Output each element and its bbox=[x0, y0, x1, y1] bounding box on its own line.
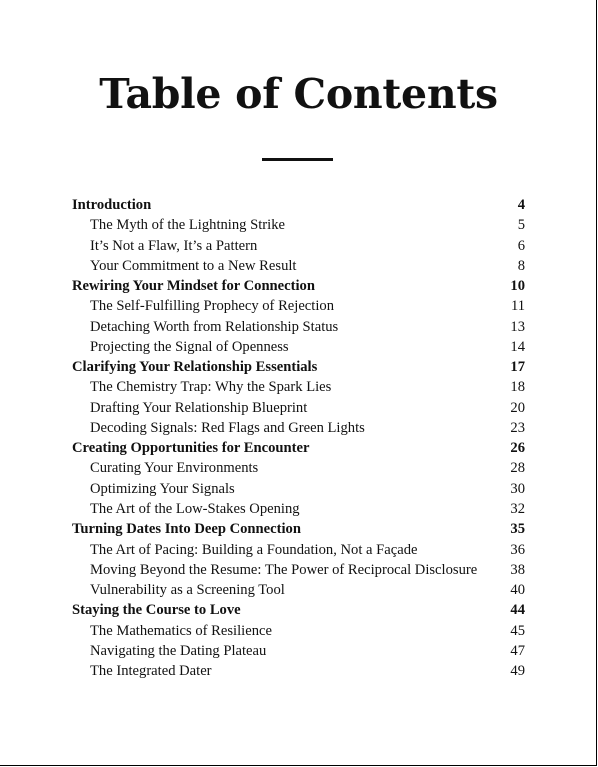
toc-section-entry[interactable] bbox=[72, 377, 525, 397]
toc-page-number: 23 bbox=[510, 419, 525, 436]
toc-entry-label: Creating Opportunities for Encounter bbox=[72, 440, 310, 457]
toc-page-number: 18 bbox=[510, 379, 525, 396]
toc-page-number: 35 bbox=[510, 521, 525, 538]
toc-chapter-entry[interactable] bbox=[72, 357, 525, 377]
toc-section-entry[interactable] bbox=[72, 296, 525, 316]
toc-page-number: 14 bbox=[510, 338, 525, 355]
toc-page-number: 6 bbox=[517, 237, 525, 254]
toc-page-number: 47 bbox=[510, 642, 525, 659]
toc-page-number: 4 bbox=[517, 197, 525, 213]
toc-page-number: 32 bbox=[510, 500, 525, 517]
toc-section-entry[interactable] bbox=[72, 540, 525, 560]
toc-entry-label: The Self-Fulfilling Prophecy of Rejection bbox=[90, 298, 334, 315]
toc-entry-label: Decoding Signals: Red Flags and Green Lights bbox=[90, 419, 365, 436]
toc-page-number: 5 bbox=[517, 217, 525, 234]
toc-section-entry[interactable] bbox=[72, 641, 525, 661]
toc-chapter-entry[interactable] bbox=[72, 195, 525, 215]
toc-section-entry[interactable] bbox=[72, 621, 525, 641]
toc-entry-label: Staying the Course to Love bbox=[72, 602, 241, 619]
toc-entry-label: It’s Not a Flaw, It’s a Pattern bbox=[90, 237, 258, 254]
toc-page-number: 13 bbox=[510, 318, 525, 335]
toc-page-number: 28 bbox=[510, 460, 525, 477]
table-of-contents bbox=[72, 195, 525, 681]
toc-page-number: 11 bbox=[510, 298, 525, 315]
toc-chapter-entry[interactable] bbox=[72, 438, 525, 458]
toc-entry-label: Turning Dates Into Deep Connection bbox=[72, 521, 301, 538]
toc-entry-label: Optimizing Your Signals bbox=[90, 480, 235, 497]
toc-page-number: 20 bbox=[510, 399, 525, 416]
toc-page-number: 8 bbox=[517, 257, 525, 274]
toc-entry-label: The Art of Pacing: Building a Foundation, Not a Façade bbox=[90, 541, 418, 558]
toc-section-entry[interactable] bbox=[72, 215, 525, 235]
toc-section-entry[interactable] bbox=[72, 580, 525, 600]
toc-entry-label: Vulnerability as a Screening Tool bbox=[90, 582, 285, 599]
title-divider bbox=[262, 158, 333, 161]
toc-page-number: 40 bbox=[510, 582, 525, 599]
toc-page-number: 49 bbox=[510, 663, 525, 680]
toc-entry-label: Navigating the Dating Plateau bbox=[90, 642, 267, 659]
toc-section-entry[interactable] bbox=[72, 661, 525, 681]
toc-entry-label: Moving Beyond the Resume: The Power of Reciprocal Disclosure bbox=[90, 561, 478, 578]
toc-entry-label: Projecting the Signal of Openness bbox=[90, 338, 289, 355]
toc-page-number: 26 bbox=[510, 440, 525, 457]
toc-entry-label: Introduction bbox=[72, 197, 152, 213]
toc-entry-label: The Art of the Low-Stakes Opening bbox=[90, 500, 300, 517]
toc-page-number: 30 bbox=[510, 480, 525, 497]
toc-page-number: 38 bbox=[510, 561, 525, 578]
toc-section-entry[interactable] bbox=[72, 337, 525, 357]
page-title: Table of Contents bbox=[99, 70, 498, 118]
toc-entry-label: The Integrated Dater bbox=[90, 663, 212, 680]
toc-page-number: 10 bbox=[510, 278, 525, 295]
toc-page-number: 45 bbox=[510, 622, 525, 639]
toc-entry-label: Clarifying Your Relationship Essentials bbox=[72, 359, 318, 376]
toc-chapter-entry[interactable] bbox=[72, 519, 525, 539]
toc-section-entry[interactable] bbox=[72, 256, 525, 276]
toc-entry-label: The Myth of the Lightning Strike bbox=[90, 217, 285, 234]
toc-entry-label: Detaching Worth from Relationship Status bbox=[90, 318, 339, 335]
toc-entry-label: Your Commitment to a New Result bbox=[90, 257, 297, 274]
toc-section-entry[interactable] bbox=[72, 398, 525, 418]
toc-chapter-entry[interactable] bbox=[72, 276, 525, 296]
toc-entry-label: Drafting Your Relationship Blueprint bbox=[90, 399, 308, 416]
toc-entry-label: The Chemistry Trap: Why the Spark Lies bbox=[90, 379, 332, 396]
toc-page-number: 36 bbox=[510, 541, 525, 558]
toc-section-entry[interactable] bbox=[72, 458, 525, 478]
toc-section-entry[interactable] bbox=[72, 479, 525, 499]
toc-page-number: 44 bbox=[510, 602, 525, 619]
toc-page-number: 17 bbox=[510, 359, 525, 376]
toc-section-entry[interactable] bbox=[72, 560, 525, 580]
toc-entry-label: The Mathematics of Resilience bbox=[90, 622, 272, 639]
toc-entry-label: Curating Your Environments bbox=[90, 460, 259, 477]
toc-section-entry[interactable] bbox=[72, 499, 525, 519]
toc-section-entry[interactable] bbox=[72, 317, 525, 337]
toc-chapter-entry[interactable] bbox=[72, 600, 525, 620]
toc-section-entry[interactable] bbox=[72, 418, 525, 438]
toc-entry-label: Rewiring Your Mindset for Connection bbox=[72, 278, 315, 295]
toc-section-entry[interactable] bbox=[72, 236, 525, 256]
